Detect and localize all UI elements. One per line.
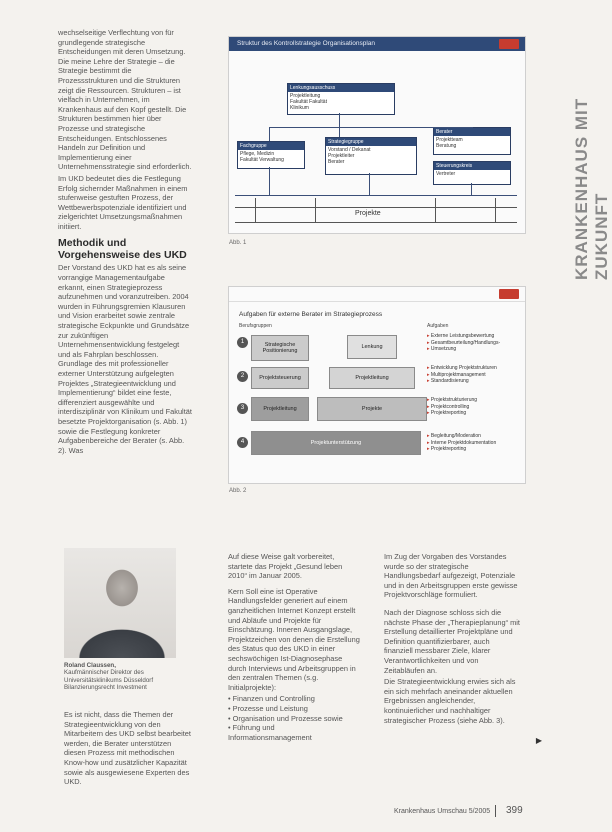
article-column-3 [384,552,520,727]
org-box-line: Projektleiter [328,153,355,159]
org-box-title: Lenkungsausschuss [288,84,394,92]
portrait-caption [64,662,180,692]
task-list [427,333,500,353]
footer-journal: Krankenhaus Umschau 5/2005 [394,808,491,815]
pyramid-middle: Projektleitung [329,367,415,389]
bullet-list [228,694,360,742]
article-paragraph: Auf diese Weise galt vorbereitet, startete das Projekt „Gesund leben 2010“ im Januar 2005. [228,552,343,581]
pyramid-bottom: Projekte [317,397,427,421]
bullet-item: • Organisation und Prozesse sowie [228,713,343,723]
section-band-title: KRANKENHAUS MIT ZUKUNFT [572,97,611,280]
org-box-title: Berater [434,128,510,136]
org-box-title: Fachgruppe [238,142,304,150]
task-item: ▸ Interne Projektdokumentation [427,440,496,447]
bullet-text: Prozesse und Leistung [232,703,308,713]
row-label-box: Projektunterstützung [251,431,421,455]
org-box-line: Vorstand / Dekanat [328,147,371,153]
org-box-line: Projektteam [436,137,463,143]
article-paragraph: Im UKD bedeutet dies die Festlegung Erfolg sichernder Maßnahmen in einem stufenweise gestuften Prozess, der Wettbewerbspotenziale identifiziert und zielgerichtet Umsetzungsmaßnahmen initiiert. [58,173,188,231]
connector-line [269,167,270,195]
bullet-text: Finanzen und Controlling [232,694,315,704]
org-box-title: Strategiegruppe [326,138,416,146]
pyramid-top: Lenkung [347,335,397,359]
org-box-line: Fakultät Fakultät [290,99,327,105]
connector-line [369,173,370,195]
row-number-badge: 1 [237,337,248,348]
task-item: ▸ Entwicklung Projektstrukturen [427,365,497,372]
task-item: ▸ Standardisierung [427,378,497,385]
task-item: ▸ Begleitung/Moderation [427,433,496,440]
figure-1-header [229,37,525,51]
task-item: ▸ Projektcontrolling [427,404,477,411]
bullet-item: • Führung und Informationsmanagement [228,723,312,742]
publisher-logo [499,289,519,299]
figure-2-consultant-tasks [228,286,526,484]
org-box-line: Klinikum [290,105,309,111]
org-box-line: Beratung [436,143,457,149]
project-divider [315,198,316,222]
org-box-title: Steuerungskreis [434,162,510,170]
footer-page-number: 399 [506,805,523,816]
project-divider [435,198,436,222]
connector-line [235,195,517,196]
org-box-right-2 [433,161,511,185]
task-item: ▸ Gesamtbeurteilung/Handlungs- [427,340,500,347]
task-list [427,397,477,417]
article-paragraph: Im Zug der Vorgaben des Vorstandes wurde so der strategische Handlungsbedarf aufgezeigt, Potenziale und in den Arbeitsgruppen erste gewisse Projektvorschläge formuliert. [384,552,518,600]
figure-2-header [229,287,525,302]
article-paragraph: Die Strategieentwicklung erwies sich als ein sich mehrfach aneinander aktuellen Ergebnissen angleichender, kontinuierlicher und nachhaltiger strategischer Prozess (siehe Abb. 3). [384,677,516,725]
figure-2-right-header: Aufgaben [427,323,449,329]
article-column-1-bottom [64,710,194,789]
org-box-line: Pflege, Medizin [240,151,275,157]
footer-divider [495,805,496,817]
portrait-role: Universitätsklinikums Düsseldorf [64,676,154,684]
section-heading: Methodik und Vorgehensweise des UKD [58,237,187,262]
org-box-middle [325,137,417,175]
org-box-right [433,127,511,155]
row-label-box: Strategische Positionierung [251,335,309,361]
article-paragraph: Der Vorstand des UKD hat es als seine vorrangige Managementaufgabe erkannt, einen Strategieprozess aufzunehmen und voranzutreiben. 2004 wurden in Führungsgremien Klausuren und Vision erarbeitet sowie zentrale strategische Eckpunkte und Grundsätze zur zukünftigen Unternehmensentwicklung festgelegt und als Fahrplan beschlossen. Grundlage des mit professioneller externer Unterstützung aufgelegten Projektes „Strategieentwicklung und Implementierung“ bildet eine feste, differenziert ausgewählte und interdisziplinär von Klinikum und Fakultät besetzte Projektorganisation (s. Abb. 1) sowie die Festlegung konkreter Aufgabenbereiche der Berater (s. Abb. 2). Was [58,263,192,455]
article-paragraph: Es ist nicht, dass die Themen der Strategieentwicklung von den Mitarbeitern des UKD selbst bearbeitet werden, die Berater unterstützen diesen Prozess mit methodischen Know-how und zusätzlicher Kapazität sowie als ausgewiesene Experten des UKD. [64,710,191,787]
author-portrait [64,548,176,658]
portrait-role: Bilanzierungsrecht Investment [64,684,147,692]
projects-label: Projekte [355,210,381,217]
org-box-line: Fakultät Verwaltung [240,157,284,163]
publisher-logo [499,39,519,49]
connector-line [269,127,473,128]
org-box-line: Projektleitung [290,93,321,99]
row-number-badge: 4 [237,437,248,448]
figure-2-left-header: Berufsgruppen [239,323,272,329]
org-box-left [237,141,305,169]
row-label-box: Projektleitung [251,397,309,421]
task-item: ▸ Multiprojektmanagement [427,372,497,379]
task-item: ▸ Umsetzung [427,346,500,353]
connector-line [471,183,472,195]
row-number-badge: 2 [237,371,248,382]
article-paragraph: Nach der Diagnose schloss sich die nächste Phase der „Therapieplanung“ mit Erstellung detaillierter Projektpläne und Definition quantifizierbarer, auch finanziell messbarer Ziele, klarer Verantwortlichkeiten und von Zeitabläufen an. [384,607,520,675]
task-list [427,433,496,453]
connector-line [269,127,270,141]
task-item: ▸ Externe Leistungsbewertung [427,333,500,340]
figure-2-caption: Abb. 2 [229,488,247,494]
task-item: ▸ Projektreporting [427,446,496,453]
article-column-2 [228,552,360,742]
continue-arrow-icon: ▶ [535,736,542,745]
bullet-text: Organisation und Prozesse sowie [232,713,343,723]
task-list [427,365,497,385]
figure-2-title: Aufgaben für externe Berater im Strategieprozess [239,311,383,318]
task-item: ▸ Projektstrukturierung [427,397,477,404]
portrait-name: Roland Claussen, [64,662,116,669]
connector-line [339,113,340,137]
project-divider [255,198,256,222]
bullet-text: Führung und Informationsmanagement [228,723,312,742]
org-box-line: Vertreter [436,171,456,177]
row-number-badge: 3 [237,403,248,414]
article-column-1 [58,28,192,457]
row-label-box: Projektsteuerung [251,367,309,389]
org-box-line: Berater [328,159,345,165]
figure-1-org-chart [228,36,526,234]
task-item: ▸ Projektreporting [427,410,477,417]
bullet-item: • Prozesse und Leistung [228,703,308,713]
org-box-top [287,83,395,115]
projects-band [235,207,517,223]
figure-1-caption: Abb. 1 [229,240,247,246]
figure-1-title: Struktur des Kontrollstrategie Organisationsplan [237,40,376,47]
portrait-role: Kaufmännischer Direktor des [64,669,144,677]
article-paragraph: wechselseitige Verflechtung von für grundlegende strategische Entscheidungen mit deren Umsetzung. Die meine Lehre der Strategie – die Strategie bestimmt die Prozessstrukturen und die Strukturen zeigt die Ressourcen. Strukturen – ist vielfach in Unternehmen, im Krankenhaus auf den Kopf gestellt. Die Strukturen bestimmen hier über Prozesse und strategische Entscheidungen. Entschlossenes Handeln zur Definition und Implementierung einer Unternehmensstrategie sind erforderlich. [58,28,192,172]
bullet-item: • Finanzen und Controlling [228,694,315,704]
project-divider [495,198,496,222]
article-paragraph: Kern Soll eine ist Operative Handlungsfelder generiert auf einem ganzheitlichen Internet Konzept erstellt und Abläufe und Projekte für Einschätzung. Inneren Ausgangslage, Projektzeichen von denen die Erstellung des Status quo des UKD in einer sechswöchigen Ist-Diagnosephase durch Interviews und Arbeitsgruppen in den zentralen Themen (s.g. Initialprojekte): [228,586,360,692]
